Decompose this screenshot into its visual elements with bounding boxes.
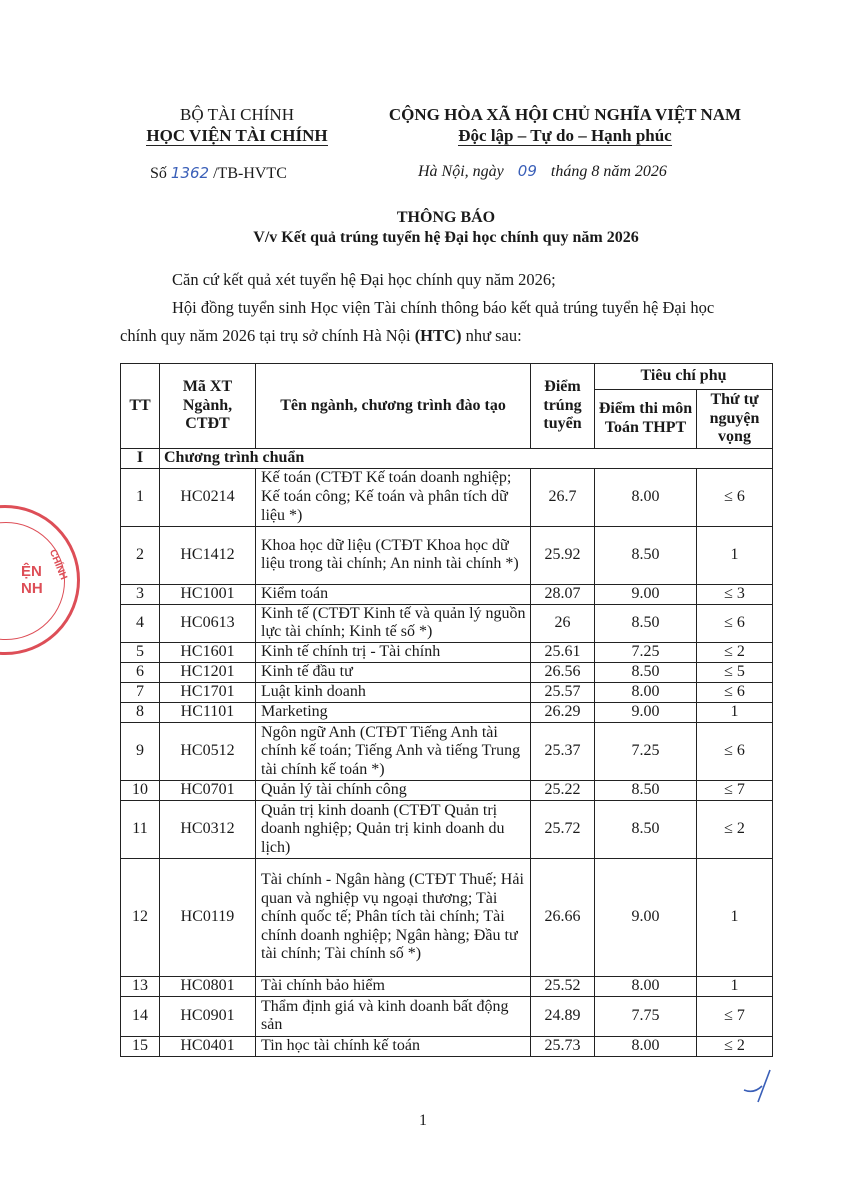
initial-mark-icon (738, 1064, 778, 1106)
row-order: 1 (697, 858, 773, 976)
table-row (121, 996, 773, 1036)
row-order: 1 (697, 976, 773, 996)
row-order: ≤ 6 (697, 682, 773, 702)
row-math: 7.25 (595, 722, 697, 780)
row-order: ≤ 2 (697, 642, 773, 662)
document-number: Số 1362 /TB-HVTC (150, 164, 287, 182)
row-tt: 11 (121, 800, 160, 858)
row-tt: 9 (121, 722, 160, 780)
table-row (121, 604, 773, 642)
row-name: Kiểm toán (256, 584, 531, 604)
col-math: Điểm thi môn Toán THPT (595, 390, 697, 449)
row-order: ≤ 2 (697, 800, 773, 858)
title-main: THÔNG BÁO (396, 209, 496, 226)
row-order: 1 (697, 526, 773, 584)
row-tt: 13 (121, 976, 160, 996)
row-name: Kế toán (CTĐT Kế toán doanh nghiệp; Kế toán công; Kế toán và phân tích dữ liệu *) (256, 468, 531, 526)
row-tt: 2 (121, 526, 160, 584)
row-score: 26.56 (531, 662, 595, 682)
row-order: ≤ 2 (697, 1036, 773, 1056)
row-name: Kinh tế (CTĐT Kinh tế và quản lý nguồn lực tài chính; Kinh tế số *) (256, 604, 531, 642)
handwritten-day: 09 (517, 162, 537, 180)
ministry-name: BỘ TÀI CHÍNH (180, 105, 294, 124)
row-code: HC0312 (160, 800, 256, 858)
row-name: Tài chính - Ngân hàng (CTĐT Thuế; Hải quan và nghiệp vụ ngoại thương; Tài chính quốc tế; Phân tích tài chính; Tài chính doanh nghiệp; Ngân hàng; Đầu tư tài chính; Tài chính số *) (256, 858, 531, 976)
row-score: 25.61 (531, 642, 595, 662)
table-row (121, 780, 773, 800)
row-score: 28.07 (531, 584, 595, 604)
row-name: Luật kinh doanh (256, 682, 531, 702)
row-name: Tài chính bảo hiểm (256, 976, 531, 996)
header-left (112, 104, 362, 146)
row-score: 25.57 (531, 682, 595, 702)
table-row (121, 976, 773, 996)
row-code: HC1201 (160, 662, 256, 682)
row-math: 8.00 (595, 976, 697, 996)
col-score: Điểm trúng tuyển (531, 364, 595, 449)
table-row (121, 662, 773, 682)
row-code: HC1701 (160, 682, 256, 702)
row-name: Tin học tài chính kế toán (256, 1036, 531, 1056)
row-name: Khoa học dữ liệu (CTĐT Khoa học dữ liệu trong tài chính; An ninh tài chính *) (256, 526, 531, 584)
row-tt: 7 (121, 682, 160, 702)
row-math: 8.50 (595, 662, 697, 682)
row-code: HC0512 (160, 722, 256, 780)
row-score: 25.72 (531, 800, 595, 858)
row-tt: 10 (121, 780, 160, 800)
row-math: 9.00 (595, 584, 697, 604)
table-row (121, 642, 773, 662)
row-math: 8.50 (595, 780, 697, 800)
row-tt: 15 (121, 1036, 160, 1056)
row-name: Quản lý tài chính công (256, 780, 531, 800)
row-tt: 1 (121, 468, 160, 526)
row-code: HC0901 (160, 996, 256, 1036)
row-code: HC0801 (160, 976, 256, 996)
row-math: 8.00 (595, 682, 697, 702)
table-row (121, 722, 773, 780)
table-row (121, 1036, 773, 1056)
row-tt: 14 (121, 996, 160, 1036)
row-order: ≤ 3 (697, 584, 773, 604)
table-row (121, 526, 773, 584)
red-seal-stamp: ỆN NH CHÍNH (0, 505, 80, 655)
col-sub-criteria: Tiêu chí phụ (595, 364, 773, 390)
row-code: HC1601 (160, 642, 256, 662)
row-order: ≤ 5 (697, 662, 773, 682)
row-code: HC0214 (160, 468, 256, 526)
row-score: 26 (531, 604, 595, 642)
row-score: 26.29 (531, 702, 595, 722)
row-score: 25.73 (531, 1036, 595, 1056)
row-name: Quản trị kinh doanh (CTĐT Quản trị doanh nghiệp; Quản trị kinh doanh du lịch) (256, 800, 531, 858)
table-row (121, 858, 773, 976)
table-row (121, 584, 773, 604)
row-math: 8.00 (595, 1036, 697, 1056)
institution-name: HỌC VIỆN TÀI CHÍNH (146, 126, 328, 145)
document-date: Hà Nội, ngày 09 tháng 8 năm 2026 (418, 162, 667, 180)
row-code: HC0613 (160, 604, 256, 642)
row-order: ≤ 6 (697, 722, 773, 780)
row-math: 8.00 (595, 468, 697, 526)
col-tt: TT (121, 364, 160, 449)
table-row (121, 468, 773, 526)
row-name: Kinh tế đầu tư (256, 662, 531, 682)
row-order: ≤ 7 (697, 780, 773, 800)
row-score: 24.89 (531, 996, 595, 1036)
page-number: 1 (419, 1112, 427, 1129)
col-name: Tên ngành, chương trình đào tạo (256, 364, 531, 449)
table-row (121, 702, 773, 722)
row-tt: 12 (121, 858, 160, 976)
row-order: 1 (697, 702, 773, 722)
row-score: 25.22 (531, 780, 595, 800)
row-code: HC1001 (160, 584, 256, 604)
row-code: HC0701 (160, 780, 256, 800)
row-order: ≤ 7 (697, 996, 773, 1036)
table-row (121, 682, 773, 702)
row-code: HC1412 (160, 526, 256, 584)
row-tt: 6 (121, 662, 160, 682)
col-code: Mã XT Ngành, CTĐT (160, 364, 256, 449)
row-name: Ngôn ngữ Anh (CTĐT Tiếng Anh tài chính kế toán; Tiếng Anh và tiếng Trung tài chính kế toán *) (256, 722, 531, 780)
intro-paragraph: Căn cứ kết quả xét tuyển hệ Đại học chính quy năm 2026; Hội đồng tuyển sinh Học viện Tài chính thông báo kết quả trúng tuyển hệ Đại học chính quy năm 2026 tại trụ sở chính Hà Nội (HTC) như sau: (120, 270, 715, 345)
row-score: 25.52 (531, 976, 595, 996)
row-math: 8.50 (595, 604, 697, 642)
col-order: Thứ tự nguyện vọng (697, 390, 773, 449)
row-math: 7.25 (595, 642, 697, 662)
country-name: CỘNG HÒA XÃ HỘI CHỦ NGHĨA VIỆT NAM (388, 105, 742, 124)
row-tt: 5 (121, 642, 160, 662)
title-subject: V/v Kết quả trúng tuyển hệ Đại học chính quy năm 2026 (253, 229, 639, 246)
row-score: 26.7 (531, 468, 595, 526)
table-row (121, 800, 773, 858)
national-motto: Độc lập – Tự do – Hạnh phúc (458, 126, 672, 145)
row-name: Kinh tế chính trị - Tài chính (256, 642, 531, 662)
row-code: HC0401 (160, 1036, 256, 1056)
row-math: 9.00 (595, 702, 697, 722)
row-code: HC1101 (160, 702, 256, 722)
admission-results-table (120, 363, 773, 1057)
row-tt: 8 (121, 702, 160, 722)
section-row: I Chương trình chuẩn (121, 448, 773, 468)
row-math: 7.75 (595, 996, 697, 1036)
row-score: 26.66 (531, 858, 595, 976)
row-tt: 3 (121, 584, 160, 604)
row-math: 9.00 (595, 858, 697, 976)
row-math: 8.50 (595, 526, 697, 584)
handwritten-number: 1362 (170, 164, 210, 182)
notice-title (120, 208, 772, 248)
row-code: HC0119 (160, 858, 256, 976)
row-tt: 4 (121, 604, 160, 642)
row-score: 25.92 (531, 526, 595, 584)
row-score: 25.37 (531, 722, 595, 780)
row-name: Thẩm định giá và kinh doanh bất động sản (256, 996, 531, 1036)
row-order: ≤ 6 (697, 468, 773, 526)
row-name: Marketing (256, 702, 531, 722)
row-order: ≤ 6 (697, 604, 773, 642)
row-math: 8.50 (595, 800, 697, 858)
header-right (350, 104, 780, 146)
